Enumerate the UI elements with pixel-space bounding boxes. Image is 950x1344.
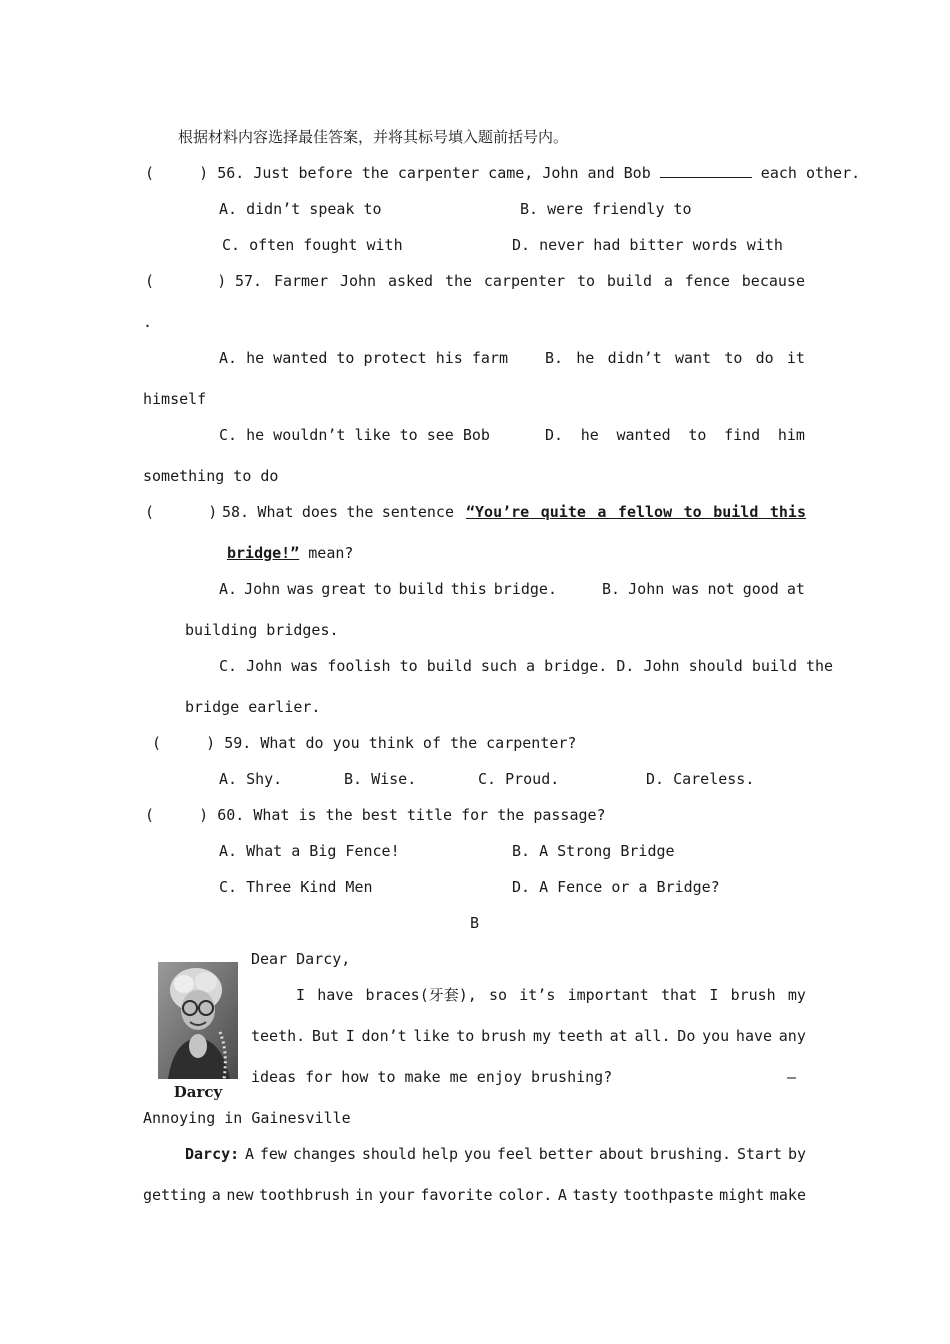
answer-paren[interactable]: ( ) — [152, 734, 216, 752]
signature-dash: — — [787, 1068, 797, 1086]
q59-option-a: A. Shy. — [219, 770, 283, 788]
q58-option-c-d: C. John was foolish to build such a bridge. D. John should build the — [219, 657, 834, 675]
q56-option-a: A. didn’t speak to — [219, 200, 382, 218]
answer-paren[interactable]: ( ) — [145, 272, 227, 290]
darcy-photo — [158, 962, 238, 1079]
letter-paragraph-line2: teeth. But I don’t like to brush my teeth at all. Do you have any — [251, 1027, 806, 1045]
q56-row — [145, 163, 860, 183]
letter-signature: Annoying in Gainesville — [143, 1109, 351, 1127]
q58-option-b: B. John was not good at — [602, 580, 805, 598]
letter-greeting: Dear Darcy, — [251, 950, 351, 968]
q56-stem: 56. Just before the carpenter came, John and Bob — [217, 164, 651, 182]
section-heading: B — [470, 914, 480, 932]
q59-option-d: D. Careless. — [646, 770, 755, 788]
q58-stem: 58. What does the sentence — [222, 503, 454, 521]
q57-option-c: C. he wouldn’t like to see Bob — [219, 426, 490, 444]
q60-option-c: C. Three Kind Men — [219, 878, 373, 896]
q56-stem-end: each other. — [760, 164, 861, 182]
q57-option-b-tail: himself — [143, 390, 207, 408]
letter-paragraph-line3: ideas for how to make me enjoy brushing? — [251, 1068, 613, 1086]
q58-stem-end: mean? — [308, 544, 354, 562]
q57-option-d-tail: something to do — [143, 467, 279, 485]
q57-stem: 57. Farmer John asked the carpenter to build a fence because — [235, 272, 805, 290]
q57-stem-tail: . — [143, 313, 153, 331]
reply-line2: getting a new toothbrush in your favorite color. A tasty toothpaste might make — [143, 1186, 806, 1204]
q60-option-d: D. A Fence or a Bridge? — [512, 878, 720, 896]
q59-option-b: B. Wise. — [344, 770, 417, 788]
q60-option-b: B. A Strong Bridge — [512, 842, 675, 860]
reply-line1: A few changes should help you feel better about brushing. Start by — [245, 1145, 806, 1163]
q60-stem: 60. What is the best title for the passage? — [217, 806, 606, 824]
q56-option-d: D. never had bitter words with — [512, 236, 783, 254]
instruction: 根据材料内容选择最佳答案，并将其标号填入题前括号内。 — [178, 128, 569, 146]
q58-option-a: A. John was great to build this bridge. — [219, 580, 557, 598]
q60-option-a: A. What a Big Fence! — [219, 842, 400, 860]
q58-quote-line1: “You’re quite a fellow to build this — [466, 503, 806, 521]
answer-paren[interactable]: ( ) — [145, 806, 209, 824]
q56-option-b: B. were friendly to — [520, 200, 692, 218]
q59-stem: 59. What do you think of the carpenter? — [224, 734, 577, 752]
q58-option-d-tail: bridge earlier. — [185, 698, 321, 716]
photo-caption: Darcy — [173, 1083, 223, 1101]
q57-option-a: A. he wanted to protect his farm — [219, 349, 508, 367]
q58-quote-line2: bridge!” — [227, 544, 300, 562]
reply-label: Darcy: — [185, 1145, 240, 1163]
q59-row — [152, 733, 576, 753]
q58-quote-line2-row — [227, 543, 353, 563]
answer-paren[interactable]: ( ) — [145, 503, 218, 521]
q60-row — [145, 805, 606, 825]
answer-blank — [660, 163, 752, 178]
letter-paragraph-line1: I have braces(牙套), so it’s important that I brush my — [296, 986, 806, 1004]
answer-paren[interactable]: ( ) — [145, 164, 209, 182]
q59-option-c: C. Proud. — [478, 770, 560, 788]
portrait-image — [158, 962, 238, 1079]
q56-option-c: C. often fought with — [222, 236, 403, 254]
q57-option-b: B. he didn’t want to do it — [545, 349, 805, 367]
q58-option-b-tail: building bridges. — [185, 621, 339, 639]
q57-option-d: D. he wanted to find him — [545, 426, 805, 444]
